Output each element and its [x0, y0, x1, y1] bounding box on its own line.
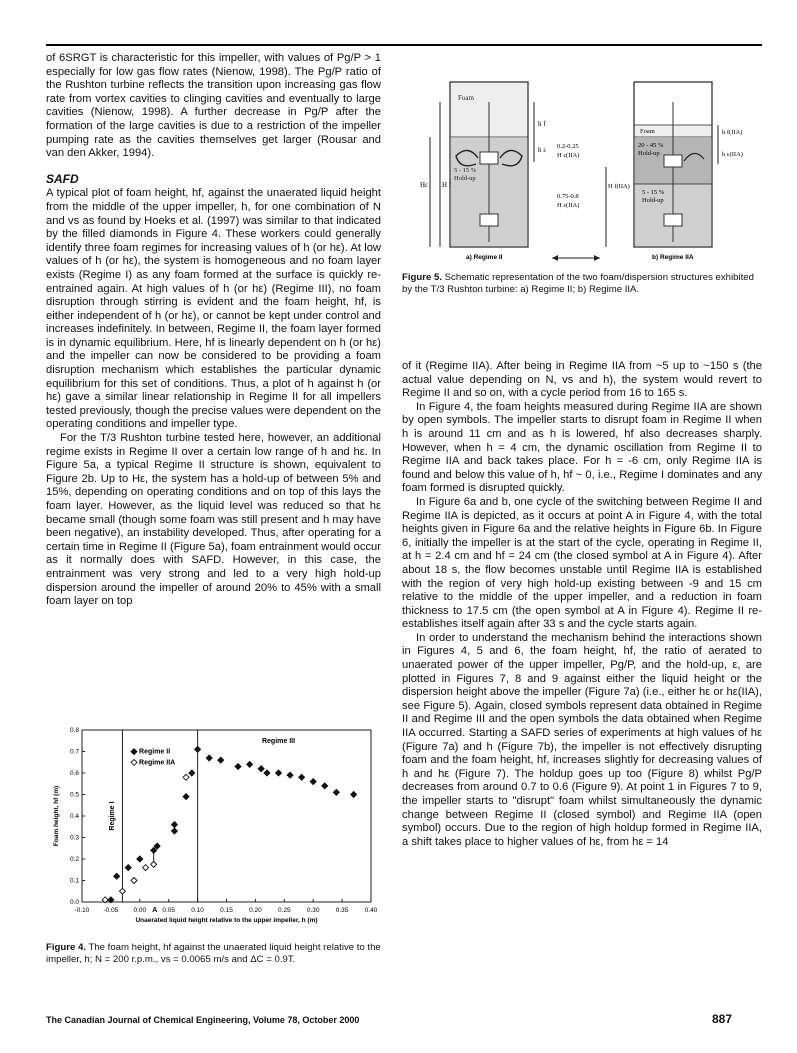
paragraph: A typical plot of foam height, hf, against the unaerated liquid height from the middle of the upper impeller, h, for one combination of N and vs as found by Hoeks et al. (1997) was similar to that indicated by the filled diamonds in Figure 4. These workers could generally identify three foam regimes for increasing values of h (or hε). At low values of h (or hε), the system is homogeneous and no foam layer exists (Regime I) as any foam formed at the surface is quickly re-entrained again. At high values of h (or hε) (Regime III), no foam disruption through stirring is evident and the foam height, hf, is either independent of h (or hε), or cannot be kept under control and increases indefinitely. In between, Regime II, the foam layer formed is in dynamic equilibrium. Here, hf is linearly dependent on h (or hε) and the impeller can now be considered to be providing a foam disruption mechanism which establishes the particular dynamic equilibrium for this set of conditions. Thus, a plot of h against h (or hε) gave a similar linear relationship in Regime II for all impellers tested previously, though the precise values were dependent on the operating conditions and impeller type.: [46, 187, 381, 431]
data-point-regime-iia: [131, 878, 137, 884]
y-tick-label: 0.3: [69, 834, 79, 842]
label-HfIIA: H f(IIA): [608, 183, 630, 190]
data-point-regime-iia: [183, 774, 189, 780]
sublabel-a: a) Regime II: [466, 254, 503, 261]
x-tick-label: 0.30: [306, 907, 320, 914]
paragraph: In Figure 6a and b, one cycle of the switching between Regime II and Regime IIA is depicted, as it occurs at point A in Figure 4, with the total heights given in Figure 6a and the relative heights in Figure 6b. In Figure 6, initially the impeller is at the start of the cycle, operating in Regime II, at h = 2.4 cm and hf = 24 cm (the closed symbol at A in Figure 4). After about 18 s, the flow becomes unstable until Regime IIA is established with the region of very high hold-up existing between -9 and 15 cm relative to the middle of the upper impeller, and a reduction in foam thickness to 17.5 cm (the open symbol at A in Figure 4). Regime II re-establishes itself again after 33 s and the cycle starts again.: [402, 495, 762, 631]
sublabel-b: b) Regime IIA: [652, 254, 694, 261]
point-a-label: A: [152, 907, 158, 914]
label-holdup: Hold-up: [454, 175, 476, 182]
left-column-text: [46, 52, 381, 609]
data-point-regime-iia: [119, 888, 125, 894]
y-tick-label: 0.6: [69, 770, 79, 777]
x-axis-label: Unaerated liquid height relative to the upper impeller, h (m): [135, 917, 318, 924]
ratio-2: 0.75-0.8: [557, 193, 579, 200]
data-point-regime-ii: [195, 746, 201, 752]
label-hfIIA: h f(IIA): [722, 129, 743, 136]
data-point-regime-ii: [333, 789, 339, 795]
data-point-regime-ii: [137, 856, 143, 862]
y-tick-label: 0.1: [69, 877, 79, 885]
data-point-regime-ii: [171, 828, 177, 834]
vessel-regime-ii: [420, 82, 546, 261]
ratio-1: 0.2-0.25: [557, 143, 579, 150]
y-tick-label: 0.8: [69, 727, 79, 734]
y-axis-label: Foam height, hf (m): [53, 785, 60, 847]
data-point-regime-ii: [171, 822, 177, 828]
section-heading: SAFD: [46, 171, 79, 186]
label-holdup-b3: 5 - 15 %: [642, 189, 665, 196]
data-point-regime-ii: [264, 770, 270, 776]
x-tick-label: 0.20: [249, 907, 262, 914]
y-tick-label: 0.7: [69, 748, 79, 756]
data-point-regime-ii: [247, 761, 253, 767]
data-point-regime-ii: [189, 770, 195, 776]
label-foam: Foam: [458, 94, 474, 102]
vessel-regime-iia: [634, 82, 743, 261]
data-point-regime-ii: [310, 779, 316, 785]
legend-label-regime-iia: Regime IIA: [139, 759, 176, 767]
paragraph: For the T/3 Rushton turbine tested here, however, an additional regime exists in Regime II over a certain low range of h and hε. In Figure 5a, a typical Regime II structure is shown, equivalent to Figure 2b. Up to Hε, the system has a hold-up of between 5% and 15%, depending on operating conditions and on top of this lays the foam layer. However, as the liquid level was reduced so that hε became small (though some foam was still present and h may have been negative), an instability developed. Thus, after operating for a certain time in Regime II (Figure 5a), foam entrainment would occur as it normally does with SAFD. However, in this case, the entrainment was very strong and led to a very high hold-up dispersion around the impeller of around 20% to 45% with a small foam layer on top: [46, 432, 381, 608]
label-he: h ε: [538, 146, 547, 154]
x-tick-label: 0.10: [191, 907, 204, 914]
label-Hf: H f: [442, 181, 452, 189]
paragraph: of 6SRGT is characteristic for this impeller, with values of Pg/P > 1 especially for low gas flow rates (Nienow, 1998). The Pg/P ratio of the Rushton turbine reflects the transition upon increasing gas flow rate from vortex cavities to clinging cavities and eventually to large cavities (Nienow, 1998). A further decrease in Pg/P after the formation of the large cavities is due to a restriction of the impeller pumping rate as the cavities themselves get larger (Rousar and van den Akker, 1994).: [46, 52, 381, 160]
caption-text: The foam height, hf against the unaerated liquid height relative to the impeller, h; N = 200 r.p.m., vs = 0.0065 m/s and ΔC = 0.9T.: [46, 942, 381, 965]
label-He: Hε: [420, 181, 428, 189]
data-point-regime-ii: [125, 865, 131, 871]
data-point-regime-ii: [258, 766, 264, 772]
y-tick-label: 0.5: [69, 791, 79, 799]
caption-label: Figure 4.: [46, 942, 86, 953]
journal-footer: The Canadian Journal of Chemical Engineering, Volume 78, October 2000: [46, 1015, 360, 1025]
data-point-regime-ii: [287, 772, 293, 778]
label-holdup-b1: 20 - 45 %: [638, 142, 664, 149]
label-holdup-b2: Hold-up: [638, 150, 660, 157]
data-point-regime-ii: [218, 757, 224, 763]
x-tick-label: -0.10: [74, 907, 90, 914]
x-tick-label: -0.05: [103, 907, 119, 914]
y-tick-label: 0.2: [69, 856, 79, 863]
data-point-regime-ii: [276, 770, 282, 776]
paragraph: In Figure 4, the foam heights measured during Regime IIA are shown by open symbols. The impeller starts to disrupt foam in Regime II when h is around 11 cm and as h is lowered, hf also decreases sharply. However, when h = 4 cm, the dynamic oscillation from Regime II to Regime IIA and back takes place. For h = -6 cm, only Regime IIA is found and below this value of h, hf ~ 0, i.e., Regime I dominates and any foam formed is disrupted quickly.: [402, 400, 762, 495]
x-tick-label: 0.35: [335, 907, 349, 914]
ratio-1-sub: H ε(IIA): [557, 152, 580, 159]
caption-text: Schematic representation of the two foam/dispersion structures exhibited by the T/3 Rushton turbine: a) Regime II; b) Regime IIA.: [402, 272, 754, 295]
data-point-regime-ii: [351, 792, 357, 798]
regime-i-label: Regime I: [108, 801, 116, 831]
y-tick-label: 0.0: [69, 899, 79, 906]
y-tick-label: 0.4: [69, 813, 79, 820]
caption-label: Figure 5.: [402, 272, 442, 283]
data-point-regime-ii: [235, 764, 241, 770]
x-tick-label: 0.05: [162, 907, 176, 914]
regime-iii-label: Regime III: [261, 737, 296, 745]
plot-frame: [82, 730, 371, 902]
label-heIIA: h ε(IIA): [722, 151, 743, 158]
figure-5-caption: [402, 272, 762, 296]
figure-5-schematic: [402, 52, 762, 267]
legend-marker-regime-iia: [131, 759, 137, 765]
data-point-regime-iia: [143, 865, 149, 871]
x-tick-label: 0.15: [220, 907, 233, 914]
ratio-2-sub: H ε(IIA): [557, 202, 580, 209]
label-holdup-pct: 5 - 15 %: [454, 167, 477, 174]
top-rule: [46, 44, 762, 46]
data-point-regime-ii: [322, 783, 328, 789]
label-holdup-b4: Hold-up: [642, 197, 664, 204]
label-foam-b: Foam: [640, 128, 655, 135]
figure-4-caption: [46, 942, 386, 966]
data-point-regime-ii: [299, 774, 305, 780]
label-hf: h f: [538, 120, 546, 128]
x-tick-label: 0.25: [277, 907, 291, 914]
paragraph: In order to understand the mechanism behind the interactions shown in Figures 4, 5 and 6, the foam height, hf, the ratio of aerated to unaerated power of the upper impeller, Pg/P, and the hold-up, ε, are plotted in Figures 7, 8 and 9 against either the liquid height or the dispersion height above the impeller (Figure 7a) (i.e., either hε or hε(IIA), see Figure 5). Again, closed symbols represent data obtained in Regime II and Regime III and the open symbols the data obtained when Regime IIA occurred. Starting a SAFD series of experiments at high values of hε (Figure 7a) and h (Figure 7b), the impeller is not effectively disrupting foam and the foam height, hf, increases slightly for decreasing values of h and hε (Figure 7). The holdup goes up too (Figure 8) whilst Pg/P decreases from around 0.7 to 0.6 (Figure 9). At point 1 in Figures 7 to 9, the impeller starts to "disrupt" foam whilst simultaneously the dynamic change between Regime II (closed symbol) and Regime IIA (open symbol) occurs. Due to the region of high holdup formed in Regime IIA, a shift takes place to higher values of hε, from hε = 14: [402, 631, 762, 848]
page-number: 887: [712, 1012, 733, 1026]
figure-4-chart: [46, 722, 386, 937]
data-point-regime-ii: [206, 755, 212, 761]
ratio-labels: [552, 143, 630, 261]
x-tick-label: 0.40: [364, 907, 378, 914]
data-point-regime-iia: [151, 861, 157, 867]
legend-marker-regime-ii: [131, 749, 137, 755]
right-column-text: [402, 360, 762, 849]
data-point-regime-ii: [114, 873, 120, 879]
data-point-regime-ii: [183, 794, 189, 800]
legend-label-regime-ii: Regime II: [139, 748, 171, 756]
x-tick-label: 0.00: [133, 907, 147, 914]
paragraph: of it (Regime IIA). After being in Regime IIA from ~5 up to ~150 s (the actual value depending on N, vs and h), the system would revert to Regime II and so on, with a cycle period from 16 to 165 s.: [402, 360, 762, 400]
